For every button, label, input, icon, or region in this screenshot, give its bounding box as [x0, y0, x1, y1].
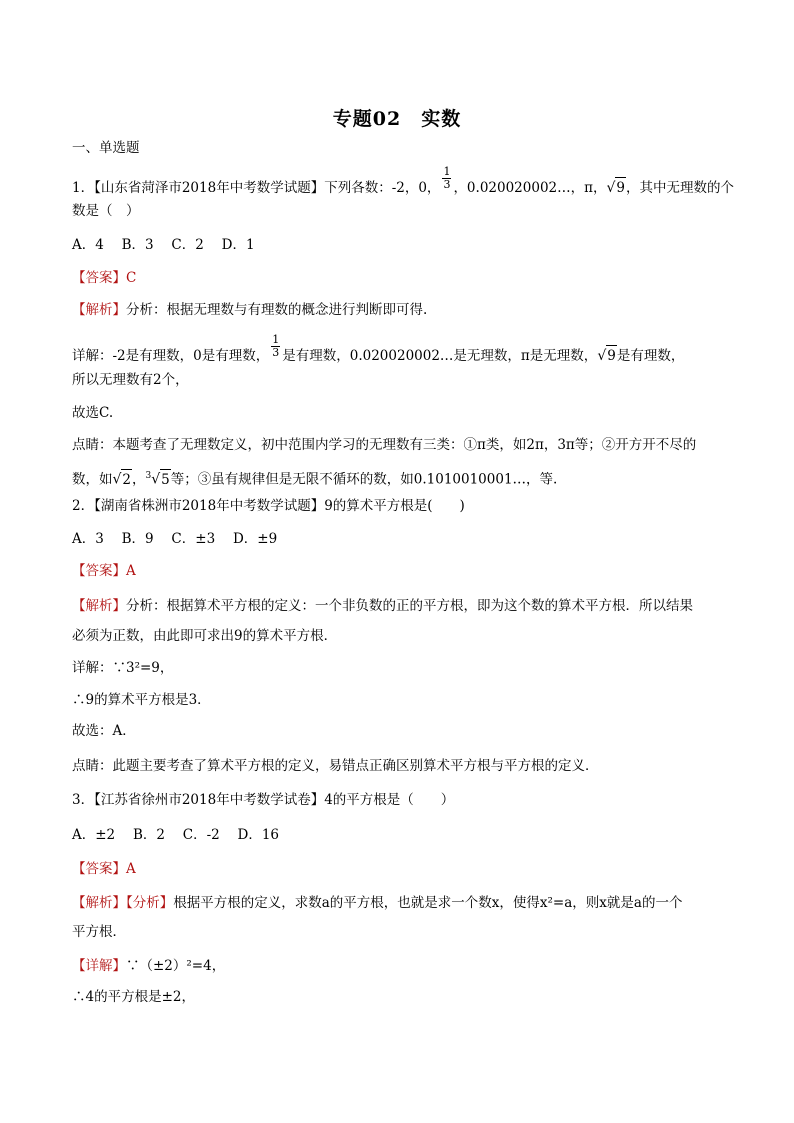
radical-icon: √: [112, 471, 122, 488]
answer-label: 【答案】: [72, 563, 126, 579]
analysis-text: 分析：根据算术平方根的定义：一个非负数的正的平方根，即为这个数的算术平方根．所以结果: [126, 598, 693, 614]
cube-root-index: 3: [145, 471, 152, 481]
q1-sqrt-arg: 9: [615, 177, 626, 198]
radical-icon: √: [606, 180, 616, 196]
section-heading: 一、单选题: [72, 140, 140, 156]
q1-detail: [72, 333, 722, 369]
q1-note-line1: 点睛：本题考查了无理数定义，初中范围内学习的无理数有三类：①π类，如2π，3π等；②开方开不尽的: [72, 437, 697, 453]
page-title: 专题02 实数: [332, 108, 462, 130]
q1-stem-b: ，0.020020002…，π，: [453, 180, 607, 196]
q1-answer: [72, 268, 722, 288]
q2-answer: [72, 561, 722, 581]
answer-value: C: [126, 270, 137, 286]
analysis-label: 【解析】: [72, 598, 126, 614]
radical-icon: √: [151, 471, 161, 488]
q3-answer: [72, 859, 722, 879]
q2-detail-line1: 详解：∵3²=9，: [72, 660, 174, 676]
q2-stem: 2．【湖南省株洲市2018年中考数学试题】9的算术平方根是( ): [72, 498, 465, 514]
detail-text: ∵（±2）²=4，: [126, 958, 226, 974]
q3-analysis-line1: [72, 893, 722, 913]
q1-stem: [72, 165, 735, 201]
q2-detail-line2: ∴9的算术平方根是3．: [72, 692, 211, 708]
q2-analysis-line1: [72, 596, 722, 616]
q2-options: A．3 B．9 C．±3 D．±9: [72, 531, 278, 547]
q1-detail-line2: 所以无理数有2个，: [72, 372, 189, 388]
answer-label: 【答案】: [72, 861, 126, 877]
detail-part-d: 是有理数，: [616, 348, 685, 364]
note-text-b: ，: [132, 471, 146, 488]
radical-icon: √: [597, 348, 607, 364]
note-sqrt5-arg: 5: [160, 469, 171, 490]
answer-label: 【答案】: [72, 270, 126, 286]
q1-analysis: [72, 300, 722, 320]
detail-sqrt-arg: 9: [606, 345, 617, 366]
fraction-one-third: $\frac{1}{3}$: [443, 165, 451, 191]
detail-label: 【详解】: [72, 958, 126, 974]
q1-options: A．4 B．3 C．2 D．1: [72, 237, 255, 253]
analysis-text: 分析：根据无理数与有理数的概念进行判断即可得.: [126, 302, 428, 318]
q1-stem-line2: 数是（ ）: [72, 203, 140, 219]
q3-stem: 3．【江苏省徐州市2018年中考数学试卷】4的平方根是（ ）: [72, 792, 455, 808]
answer-value: A: [126, 563, 136, 579]
note-sqrt2-arg: 2: [121, 469, 132, 490]
q3-detail-line2: ∴4的平方根是±2，: [72, 989, 195, 1005]
note-text-a: 数，如: [72, 471, 113, 488]
analysis-label: 【解析】【分析】: [72, 895, 174, 911]
q1-choose: 故选C.: [72, 405, 114, 421]
q1-stem-c: ，其中无理数的个: [626, 180, 735, 196]
q2-analysis-line2: 必须为正数，由此即可求出9的算术平方根．: [72, 628, 338, 644]
detail-label: 详解：: [72, 348, 113, 364]
detail-part-b: -2是有理数，0是有理数，: [112, 348, 270, 364]
q2-choose: 故选：A．: [72, 723, 136, 739]
q3-detail-line1: [72, 956, 722, 976]
q1-note-line2: [72, 466, 722, 490]
fraction-one-third: $\frac{1}{3}$: [272, 333, 280, 359]
q3-options: A．±2 B．2 C．-2 D．16: [72, 827, 280, 843]
q2-note: 点睛：此题主要考查了算术平方根的定义，易错点正确区别算术平方根与平方根的定义．: [72, 758, 599, 774]
detail-part-c: 是有理数，0.020020002…是无理数，π是无理数，: [282, 348, 598, 364]
analysis-label: 【解析】: [72, 302, 126, 318]
answer-value: A: [126, 861, 136, 877]
note-text-c: 等；③虽有规律但是无限不循环的数，如0.1010010001…，等.: [170, 471, 558, 488]
analysis-text: 根据平方根的定义，求数a的平方根，也就是求一个数x，使得x²=a，则x就是a的一个: [173, 895, 683, 911]
q3-analysis-line2: 平方根．: [72, 924, 126, 940]
q1-stem-a: 1．【山东省菏泽市2018年中考数学试题】下列各数：-2，0，: [72, 180, 441, 196]
